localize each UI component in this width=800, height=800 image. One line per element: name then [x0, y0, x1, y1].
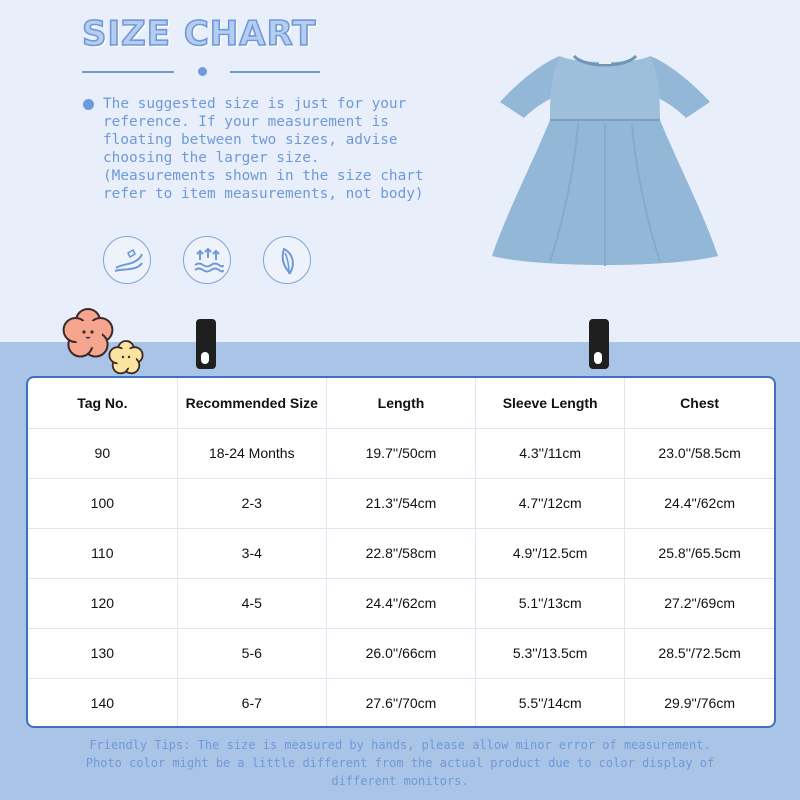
- table-cell: 5-6: [177, 628, 326, 678]
- page-title: SIZE CHART: [82, 14, 317, 54]
- table-cell: 5.1''/13cm: [476, 578, 625, 628]
- dress-product-image: [482, 44, 728, 272]
- table-cell: 4.7''/12cm: [476, 478, 625, 528]
- table-row: [28, 478, 774, 528]
- table-cell: 3-4: [177, 528, 326, 578]
- table-cell: 4.3''/11cm: [476, 428, 625, 478]
- column-header-tag: Tag No.: [28, 378, 177, 428]
- column-header-recommended-size: Recommended Size: [177, 378, 326, 428]
- table-cell: 19.7''/50cm: [326, 428, 475, 478]
- table-cell: 24.4''/62cm: [625, 478, 774, 528]
- table-cell: 2-3: [177, 478, 326, 528]
- table-cell: 110: [28, 528, 177, 578]
- note-bullet: [83, 99, 94, 110]
- table-cell: 100: [28, 478, 177, 528]
- title-divider-left: [82, 71, 174, 73]
- table-cell: 6-7: [177, 678, 326, 728]
- table-cell: 18-24 Months: [177, 428, 326, 478]
- table-row: [28, 628, 774, 678]
- table-cell: 140: [28, 678, 177, 728]
- table-cell: 28.5''/72.5cm: [625, 628, 774, 678]
- title-divider-right: [230, 71, 320, 73]
- table-cell: 24.4''/62cm: [326, 578, 475, 628]
- size-table: [26, 376, 776, 728]
- table-cell: 22.8''/58cm: [326, 528, 475, 578]
- size-note: The suggested size is just for your reference. If your measurement is floating between two sizes, advise choosing the larger size. (Measurements shown in the size chart refer to item measurements, not body): [103, 96, 424, 202]
- right-clip-icon: [588, 318, 610, 370]
- table-cell: 130: [28, 628, 177, 678]
- table-row: [28, 678, 774, 728]
- column-header-chest: Chest: [625, 378, 774, 428]
- left-clip-icon: [195, 318, 217, 370]
- feather-light-icon: [263, 236, 311, 284]
- table-cell: 120: [28, 578, 177, 628]
- column-header-length: Length: [326, 378, 475, 428]
- table-cell: 25.8''/65.5cm: [625, 528, 774, 578]
- breathable-icon: [183, 236, 231, 284]
- table-cell: 21.3''/54cm: [326, 478, 475, 528]
- table-header-row: [28, 378, 774, 428]
- table-cell: 90: [28, 428, 177, 478]
- friendly-tips: [0, 736, 800, 790]
- table-cell: 26.0''/66cm: [326, 628, 475, 678]
- table-row: [28, 578, 774, 628]
- yellow-flower-icon: [106, 338, 146, 378]
- title-divider-dot: [198, 67, 207, 76]
- tips-line-2: Photo color might be a little different from the actual product due to color display of: [85, 756, 715, 770]
- table-row: [28, 528, 774, 578]
- tips-line-1: Friendly Tips: The size is measured by hands, please allow minor error of measurement.: [89, 738, 711, 752]
- soft-fabric-icon: [103, 236, 151, 284]
- table-cell: 23.0''/58.5cm: [625, 428, 774, 478]
- table-cell: 27.6''/70cm: [326, 678, 475, 728]
- tips-line-3: different monitors.: [331, 774, 469, 788]
- table-cell: 27.2''/69cm: [625, 578, 774, 628]
- table-cell: 29.9''/76cm: [664, 695, 735, 712]
- column-header-sleeve-length: Sleeve Length: [476, 378, 625, 428]
- table-cell: 5.3''/13.5cm: [476, 628, 625, 678]
- table-cell: 5.5''/14cm: [476, 678, 625, 728]
- table-cell: 4.9''/12.5cm: [476, 528, 625, 578]
- table-cell: 4-5: [177, 578, 326, 628]
- table-row: [28, 428, 774, 478]
